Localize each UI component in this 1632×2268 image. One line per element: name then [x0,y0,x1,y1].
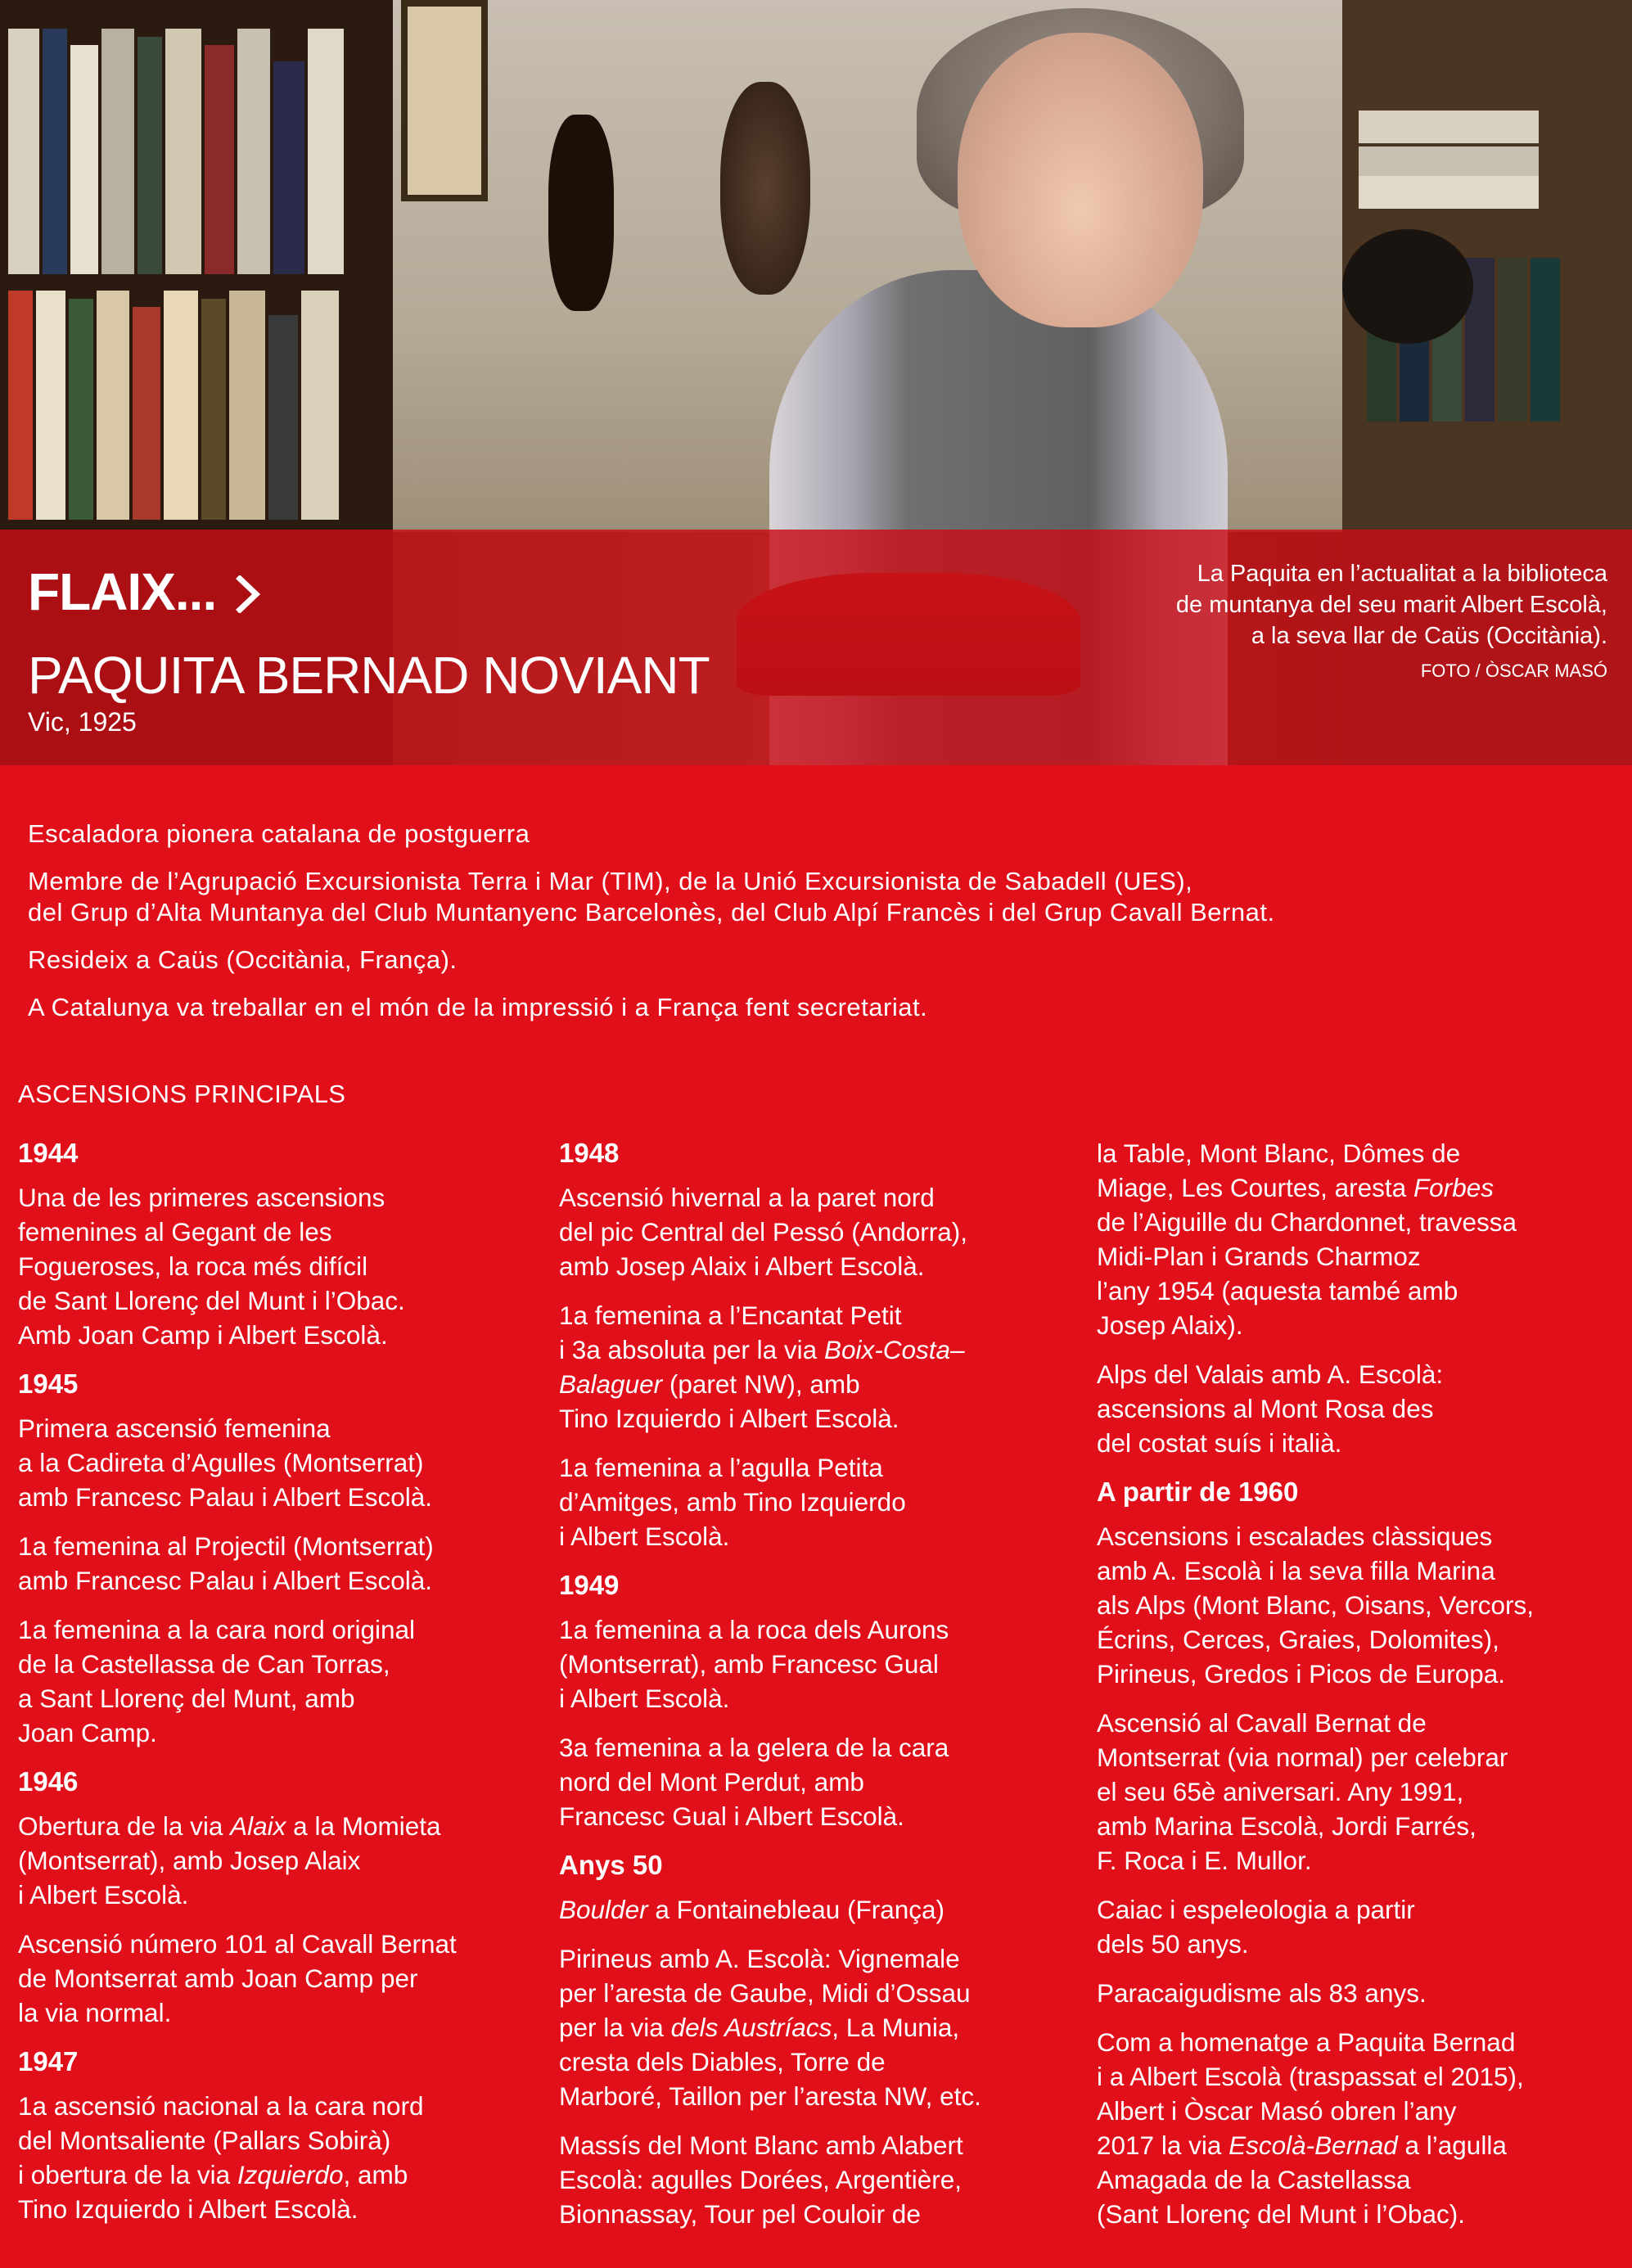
column-3 [1097,1136,1621,2246]
entry-text: , amb Tino Izquierdo i Albert Escolà. [18,2160,408,2224]
year-heading: 1946 [18,1766,79,1797]
intro-line: Membre de l’Agrupació Excursionista Terra i Mar (TIM), de la Unió Excursionista de Sabadell (UES), del Grup d’Alta Muntanya del Club Muntanyenc Barcelonès, del Club Alpí Francès i del Grup Cavall Bernat. [28,867,1275,927]
route-name: Forbes [1413,1173,1494,1202]
ascent-entry: Ascensió hivernal a la paret nord del pic Central del Pessó (Andorra), amb Josep Alaix i Albert Escolà. [559,1183,967,1281]
year-heading: 1945 [18,1368,79,1399]
ascent-entry [1097,2025,1621,2231]
ascent-entry [18,1809,525,1912]
ascent-entry: Ascensió al Cavall Bernat de Montserrat (via normal) per celebrar el seu 65è aniversari. Any 1991, amb Marina Escolà, Jordi Farrés, F. Roca i E. Mullor. [1097,1708,1508,1875]
entry-text: la Table, Mont Blanc, Dômes de Miage, Les Courtes, aresta [1097,1139,1461,1202]
chevron-right-icon [235,575,263,613]
section-title: ASCENSIONS PRINCIPALS [18,1080,346,1108]
intro-line: Resideix a Caüs (Occitània, França). [28,945,458,974]
photo-statue [548,115,614,311]
ascent-entry: Caiac i espeleologia a partir dels 50 anys. [1097,1895,1415,1959]
column-2 [559,1136,1066,2231]
ascent-entry: Alps del Valais amb A. Escolà: ascensions al Mont Rosa des del costat suís i italià. [1097,1359,1444,1458]
ascent-entry: 1a femenina al Projectil (Montserrat) amb Francesc Palau i Albert Escolà. [18,1531,434,1595]
entry-text: a l’agulla Amagada de la Castellassa (Sant Llorenç del Munt i l’Obac). [1097,2130,1507,2229]
photo-caption: La Paquita en l’actualitat a la biblioteca de muntanya del seu marit Albert Escolà, a la seva llar de Caüs (Occitània). [1175,561,1607,649]
year-heading: 1949 [559,1570,620,1600]
entry-text: Pirineus amb A. Escolà: Vignemale per l’aresta de Gaube, Midi d’Ossau per la via [559,1944,971,2042]
ascent-entry [18,2089,525,2226]
ascent-entry: Paracaigudisme als 83 anys. [1097,1978,1427,2008]
route-name: Izquierdo [237,2160,344,2189]
column-1 [18,1136,525,2241]
entry-text: de l’Aiguille du Chardonnet, travessa Midi-Plan i Grands Charmoz l’any 1954 (aquesta també amb Josep Alaix). [1097,1207,1517,1340]
ascent-entry: 1a femenina a la cara nord original de la Castellassa de Can Torras, a Sant Llorenç del Munt, amb Joan Camp. [18,1615,416,1747]
entry-text: 1a femenina a l’Encantat Petit i 3a absoluta per la via [559,1301,902,1364]
entry-text: a Fontainebleau (França) [647,1895,945,1924]
year-heading: Anys 50 [559,1850,663,1880]
year-heading: 1947 [18,2046,79,2076]
route-name: Escolà-Bernad [1229,2130,1398,2160]
flaix-heading [28,561,263,622]
entry-text: , La Munia, cresta dels Diables, Torre de Marboré, Taillon per l’aresta NW, etc. [559,2013,981,2111]
ascent-entry: 1a femenina a l’agulla Petita d’Amitges, amb Tino Izquierdo i Albert Escolà. [559,1453,906,1551]
year-heading: 1944 [18,1138,79,1168]
intro-line: A Catalunya va treballar en el món de la impressió i a França fent secretariat. [28,993,928,1021]
entry-text: 1a ascensió nacional a la cara nord del Montsaliente (Pallars Sobirà) i obertura de la via [18,2091,424,2189]
person-name: PAQUITA BERNAD NOVIANT [28,646,710,705]
ascent-entry: 1a femenina a la roca dels Aurons (Montserrat), amb Francesc Gual i Albert Escolà. [559,1615,949,1713]
year-heading: A partir de 1960 [1097,1477,1299,1507]
ascent-entry: Una de les primeres ascensions femenines al Gegant de les Fogueroses, la roca més difícil de Sant Llorenç del Munt i l’Obac. Amb Joan Camp i Albert Escolà. [18,1183,405,1350]
route-name: dels Austríacs [670,2013,832,2042]
ascent-entry [1097,1136,1621,1342]
year-heading: 1948 [559,1138,620,1168]
ascent-entry: 3a femenina a la gelera de la cara nord del Mont Perdut, amb Francesc Gual i Albert Escolà. [559,1733,949,1831]
ascent-entry: Massís del Mont Blanc amb Alabert Escolà: agulles Dorées, Argentière, Bionnassay, Tour pel Couloir de [559,2130,963,2229]
ascent-entry: Primera ascensió femenina a la Cadireta d’Agulles (Montserrat) amb Francesc Palau i Albert Escolà. [18,1414,432,1512]
entry-text: Com a homenatge a Paquita Bernad i a Albert Escolà (traspassat el 2015), Albert i Òscar Masó obren l’any 2017 la via [1097,2027,1524,2160]
birth-info: Vic, 1925 [28,707,137,737]
entry-text: (paret NW), amb Tino Izquierdo i Albert Escolà. [559,1369,899,1433]
photo-person-face [958,33,1203,327]
route-name: Boulder [559,1895,648,1924]
flaix-label: FLAIX... [28,562,217,621]
ascent-entry: Ascensions i escalades clàssiques amb A. Escolà i la seva filla Marina als Alps (Mont Blanc, Oisans, Vercors, Écrins, Cerces, Graies, Dolomites), Pirineus, Gredos i Picos de Europa. [1097,1522,1534,1689]
ascent-entry: Ascensió número 101 al Cavall Bernat de Montserrat amb Joan Camp per la via normal. [18,1929,457,2027]
intro-section [28,818,1599,1039]
entry-text: Obertura de la via [18,1811,231,1841]
route-name: Alaix [230,1811,286,1841]
entry-text: a la Momieta (Montserrat), amb Josep Alaix i Albert Escolà. [18,1811,441,1910]
photo-african-mask [720,82,810,295]
intro-line: Escaladora pionera catalana de postguerra [28,819,530,848]
photo-lamp [1342,229,1473,344]
ascent-entry [559,1892,1066,1927]
ascent-entry [559,1941,1066,2113]
photo-credit: FOTO / ÒSCAR MASÓ [1420,661,1607,681]
ascent-entry [559,1298,1066,1436]
photo-picture-frame [401,0,488,201]
route-name: Boix-Costa– Balaguer [559,1335,965,1399]
